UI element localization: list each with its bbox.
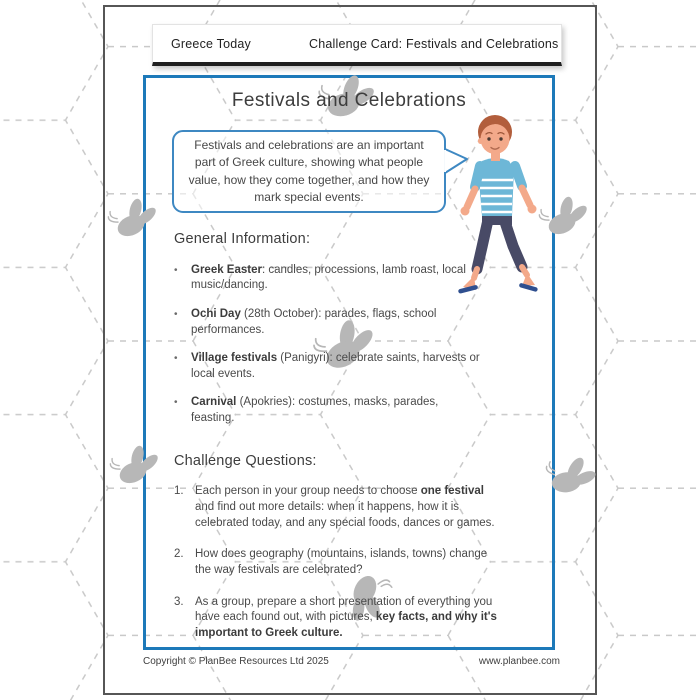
question-number: 2. [174,548,184,561]
bullet-text: Greek Easter: candles, processions, lamb roast, local music/dancing. [191,263,466,292]
bullet-item-greek-easter [174,263,484,294]
challenge-questions-heading: Challenge Questions: [174,452,317,469]
unit-title: Greece Today [171,36,251,51]
bee-icon [539,451,597,509]
general-information-heading: General Information: [174,231,311,247]
question-text: How does geography (mountains, islands, towns) change the way festivals are celebrated? [195,548,488,576]
bullet-text: Ochi Day (28th October): parades, flags, school performances. [191,307,437,336]
bullet-item-ochi-day [174,307,484,338]
bullet-dot: • [174,353,178,365]
question-text: Each person in your group needs to choose one festival and find out more details: when it happens, how it is celebrated today, and any special foods, dances or games. [195,485,495,529]
bee-icon [106,442,162,498]
bee-icon [104,195,160,251]
bullet-item-carnival [174,395,484,426]
question-item-3 [174,595,506,642]
speech-bubble-tail [443,146,471,176]
question-item-2 [174,547,506,578]
bullet-item-village-festivals [174,351,484,382]
page-title: Festivals and Celebrations [231,90,467,111]
speech-bubble [172,130,446,213]
copyright-text: Copyright © PlanBee Resources Ltd 2025 [143,656,329,667]
boy-walking-illustration [449,106,555,302]
bullet-text: Village festivals (Panigyri): celebrate saints, harvests or local events. [191,352,480,380]
question-text: As a group, prepare a short presentation of everything you have each found out, with pictures, key facts, and why it's important to Greek culture. [195,595,497,639]
question-number: 1. [174,485,184,498]
bullet-dot: • [174,264,178,276]
bullet-dot: • [174,397,178,409]
header-bar [152,24,562,66]
bullet-text: Carnival (Apokries): costumes, masks, parades, feasting. [191,396,439,425]
card-title-header: Challenge Card: Festivals and Celebrations [309,36,559,51]
website-link[interactable]: www.planbee.com [478,656,560,667]
question-number: 3. [174,595,184,608]
bullet-dot: • [174,308,178,320]
speech-bubble-text: Festivals and celebrations are an important part of Greek culture, showing what people value, how they come together, and how they mark special events. [188,138,430,204]
question-item-1 [174,484,506,531]
page-footer [143,656,560,667]
